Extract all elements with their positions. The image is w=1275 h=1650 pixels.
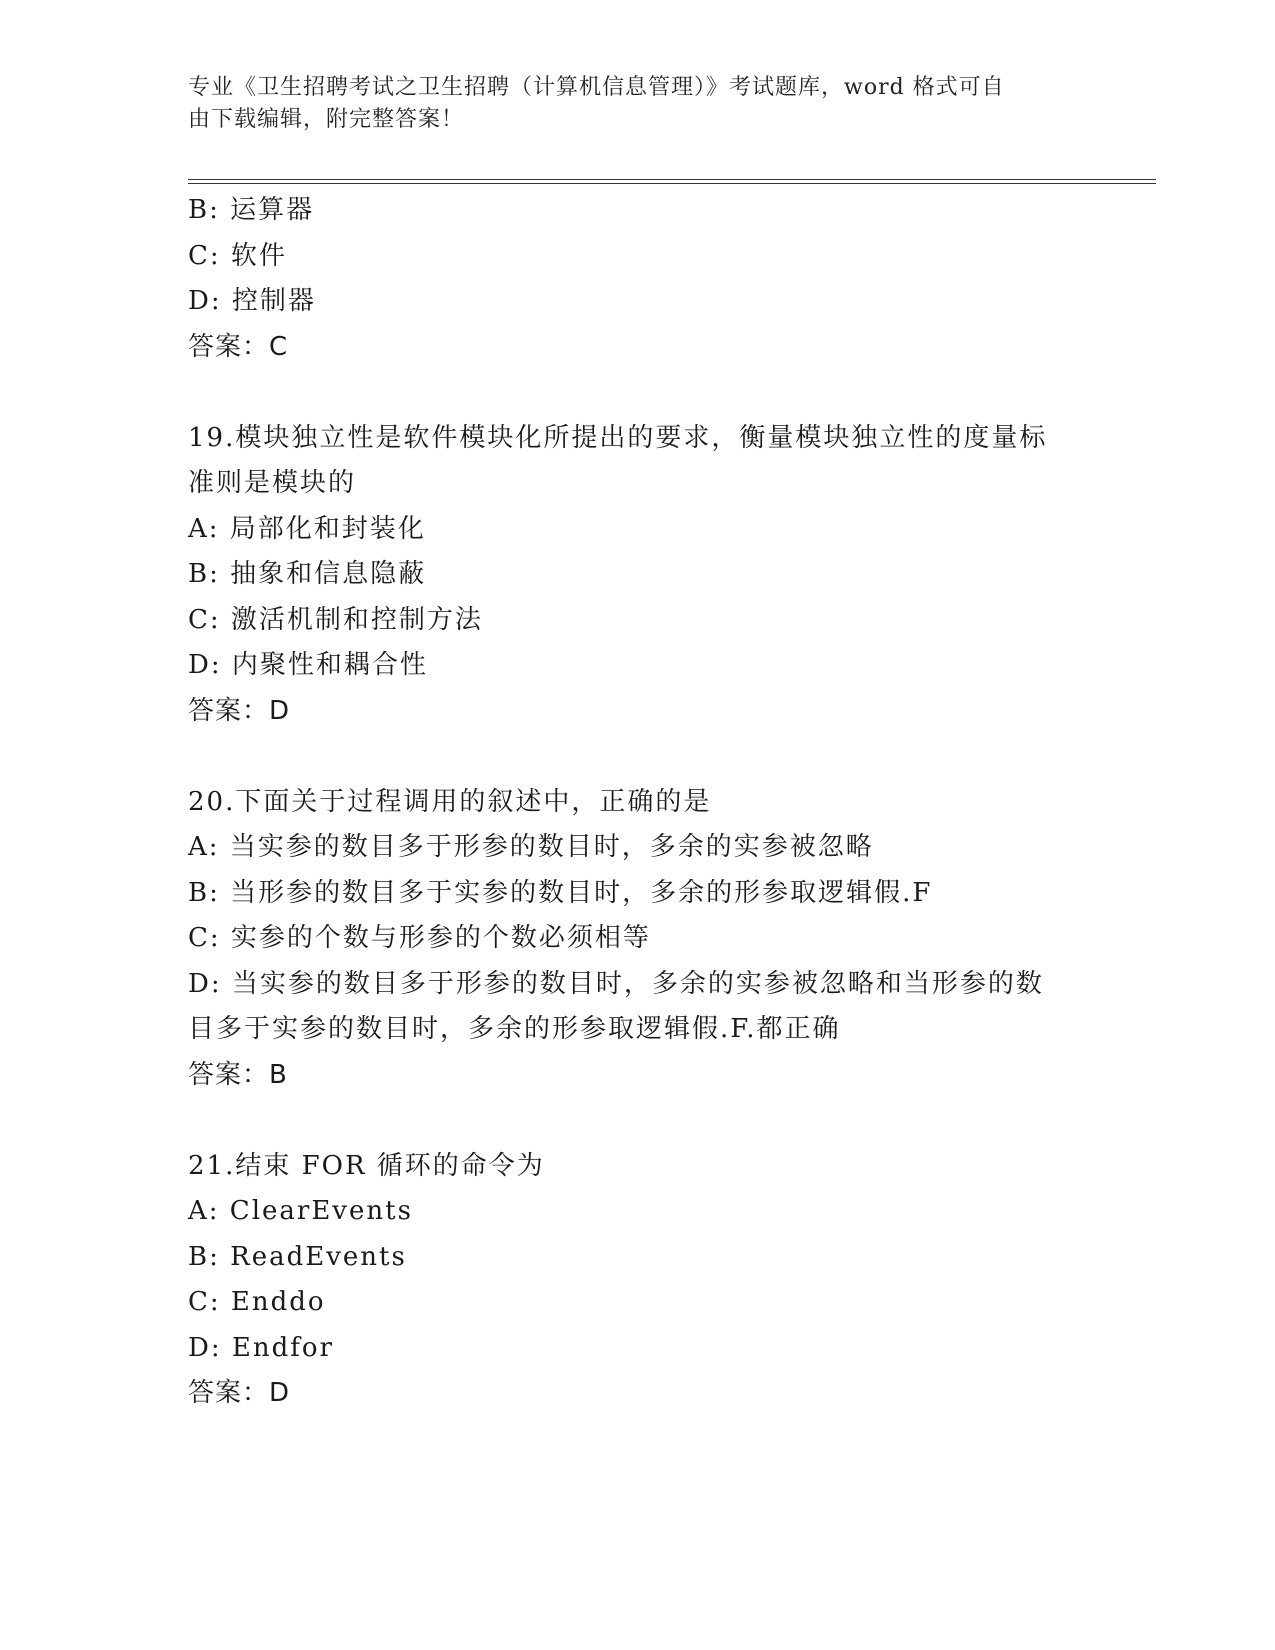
option-c: C: 激活机制和控制方法 bbox=[188, 604, 483, 635]
question-20 bbox=[188, 780, 1088, 1099]
header-line-1: 专业《卫生招聘考试之卫生招聘（计算机信息管理）》考试题库，word 格式可自 bbox=[188, 75, 1005, 100]
option-b: B: 抽象和信息隐蔽 bbox=[188, 559, 427, 589]
answer-line: 答案：D bbox=[188, 695, 291, 726]
question-stem-line-1: 19.模块独立性是软件模块化所提出的要求，衡量模块独立性的度量标 bbox=[188, 422, 1048, 453]
question-18-continued bbox=[188, 188, 1088, 370]
spacer bbox=[188, 1098, 1088, 1144]
option-d-continued: 目多于实参的数目时，多余的形参取逻辑假.F.都正确 bbox=[188, 1014, 841, 1044]
question-21 bbox=[188, 1144, 1088, 1417]
answer-line: 答案：C bbox=[188, 331, 289, 362]
option-d: D: 控制器 bbox=[188, 286, 316, 316]
answer-line: 答案：B bbox=[188, 1059, 288, 1090]
option-c: C: 实参的个数与形参的个数必须相等 bbox=[188, 923, 651, 953]
spacer bbox=[188, 370, 1088, 416]
document-header bbox=[188, 72, 1068, 136]
option-b: B: 运算器 bbox=[188, 195, 315, 225]
option-a: A: 局部化和封装化 bbox=[188, 513, 426, 544]
option-b: B: ReadEvents bbox=[188, 1241, 407, 1272]
spacer bbox=[188, 734, 1088, 780]
header-divider-bottom bbox=[188, 183, 1156, 184]
option-a: A: 当实参的数目多于形参的数目时，多余的实参被忽略 bbox=[188, 832, 874, 862]
answer-line: 答案：D bbox=[188, 1378, 291, 1408]
option-b: B: 当形参的数目多于实参的数目时，多余的形参取逻辑假.F bbox=[188, 877, 933, 908]
question-stem-line-1: 20.下面关于过程调用的叙述中，正确的是 bbox=[188, 786, 712, 817]
header-line-2: 由下载编辑，附完整答案！ bbox=[188, 107, 465, 132]
option-c: C: Enddo bbox=[188, 1287, 326, 1317]
option-d: D: Endfor bbox=[188, 1332, 334, 1363]
header-divider-top bbox=[188, 179, 1156, 180]
question-stem-line-2: 准则是模块的 bbox=[188, 468, 357, 498]
question-stem-line-1: 21.结束 FOR 循环的命令为 bbox=[188, 1150, 545, 1181]
question-19 bbox=[188, 416, 1088, 735]
option-d: D: 当实参的数目多于形参的数目时，多余的实参被忽略和当形参的数 bbox=[188, 968, 1044, 999]
option-d: D: 内聚性和耦合性 bbox=[188, 650, 428, 680]
question-list bbox=[188, 188, 1088, 1417]
option-a: A: ClearEvents bbox=[188, 1196, 413, 1226]
option-c: C: 软件 bbox=[188, 240, 287, 271]
